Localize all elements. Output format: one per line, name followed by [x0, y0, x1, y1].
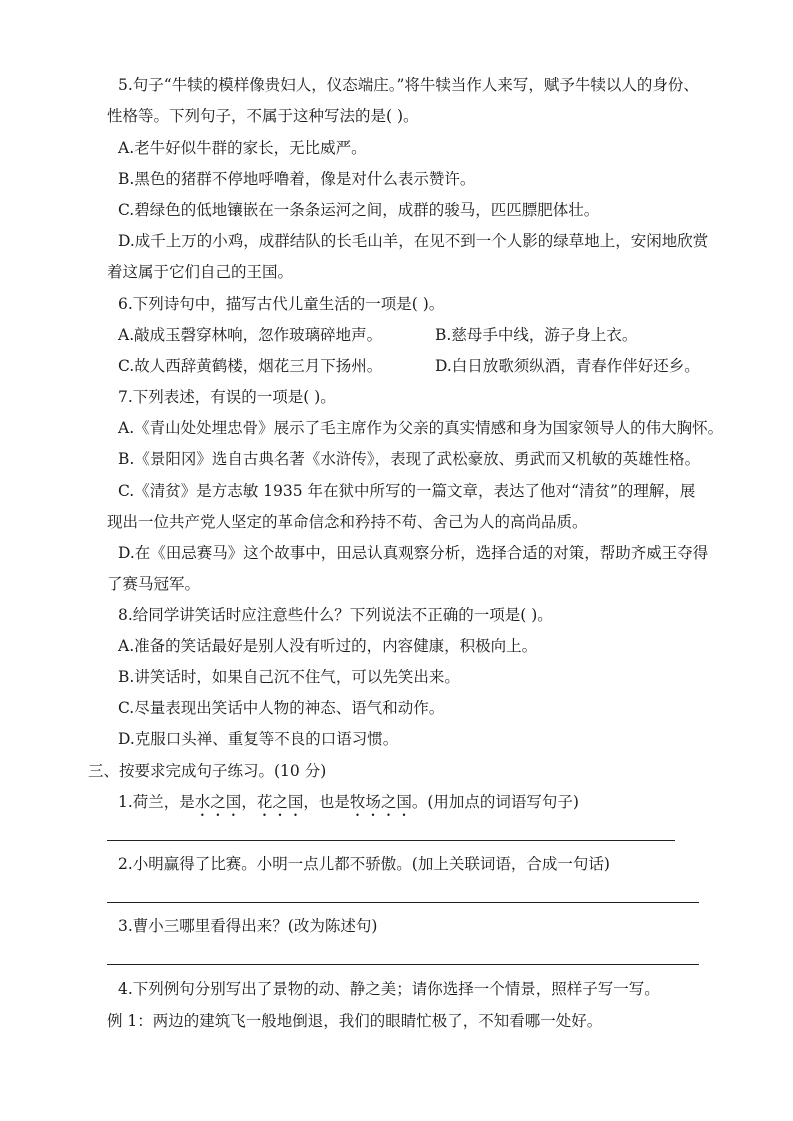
q6-option-b: B.慈母手中线，游子身上衣。: [435, 326, 638, 344]
s3-item1-pre: 1.荷兰，是: [118, 793, 195, 811]
s3-item1-dotted-word1: 水之国: [194, 793, 242, 811]
s3-item1-answer-line[interactable]: [107, 840, 675, 841]
q8-option-a: A.准备的笑话最好是别人没有听过的，内容健康，积极向上。: [118, 637, 538, 655]
q8-option-b: B.讲笑话时，如果自己沉不住气，可以先笑出来。: [118, 668, 460, 686]
s3-item2-answer-line[interactable]: [107, 902, 699, 903]
q7-option-c-line2: 现出一位共产党人坚定的革命信念和矜持不苟、舍己为人的高尚品质。: [107, 513, 588, 531]
q5-option-a: A.老牛好似牛群的家长，无比威严。: [118, 139, 367, 157]
q8-stem: 8.给同学讲笑话时应注意些什么？下列说法不正确的一项是( )。: [118, 606, 553, 624]
q7-option-c-line1: C.《清贫》是方志敏 1935 年在狱中所写的一篇文章，表达了他对“清贫”的理解，展: [118, 482, 696, 500]
s3-item1: [118, 792, 579, 820]
s3-item2: 2.小明赢得了比赛。小明一点儿都不骄傲。(加上关联词语，合成一句话): [118, 855, 610, 873]
s3-item1-mid2: ，也是: [303, 793, 350, 811]
q5-stem-line2: 性格等。下列句子，不属于这种写法的是( )。: [107, 107, 419, 125]
q7-option-d-line1: D.在《田忌赛马》这个故事中，田忌认真观察分析，选择合适的对策，帮助齐威王夺得: [118, 544, 709, 562]
s3-item1-post: 。(用加点的词语写句子): [411, 793, 579, 811]
q7-option-a: A.《青山处处埋忠骨》展示了毛主席作为父亲的真实情感和身为国家领导人的伟大胸怀。: [118, 419, 724, 437]
q7-option-b: B.《景阳冈》选自古典名著《水浒传》，表现了武松豪放、勇武而又机敏的英雄性格。: [118, 450, 701, 468]
q8-option-c: C.尽量表现出笑话中人物的神态、语气和动作。: [118, 699, 445, 717]
s3-item1-dotted-word2: 花之国: [256, 793, 304, 811]
q5-option-d-line2: 着这属于它们自己的王国。: [107, 263, 294, 281]
q6-option-c: C.故人西辞黄鹤楼，烟花三月下扬州。: [118, 357, 383, 375]
q7-option-d-line2: 了赛马冠军。: [107, 575, 201, 593]
s3-item4: 4.下列例句分别写出了景物的动、静之美；请你选择一个情景，照样子写一写。: [118, 980, 660, 998]
q5-option-d-line1: D.成千上万的小鸡，成群结队的长毛山羊，在见不到一个人影的绿草地上，安闲地欣赏: [118, 232, 709, 250]
q6-option-d: D.白日放歌须纵酒，青春作伴好还乡。: [435, 357, 700, 375]
q6-stem: 6.下列诗句中，描写古代儿童生活的一项是( )。: [118, 295, 445, 313]
q5-option-c: C.碧绿色的低地镶嵌在一条条运河之间，成群的骏马，匹匹膘肥体壮。: [118, 201, 600, 219]
s3-item3: 3.曹小三哪里看得出来？(改为陈述句): [118, 917, 378, 935]
s3-item4-example1: 例 1：两边的建筑飞一般地倒退，我们的眼睛忙极了，不知看哪一处好。: [107, 1012, 603, 1030]
q7-stem: 7.下列表述，有误的一项是( )。: [118, 388, 336, 406]
s3-item3-answer-line[interactable]: [107, 964, 699, 965]
s3-item1-mid1: ，: [241, 793, 257, 811]
section3-heading: 三、按要求完成句子练习。(10 分): [88, 762, 327, 780]
q8-option-d: D.克服口头禅、重复等不良的口语习惯。: [118, 730, 399, 748]
q5-option-b: B.黑色的猪群不停地呼噜着，像是对什么表示赞许。: [118, 170, 476, 188]
s3-item1-dotted-word3: 牧场之国: [349, 793, 412, 811]
q5-stem-line1: 5.句子“牛犊的模样像贵妇人，仪态端庄。”将牛犊当作人来写，赋予牛犊以人的身份、: [118, 76, 699, 94]
q6-option-a: A.敲成玉磬穿林响，忽作玻璃碎地声。: [118, 326, 383, 344]
